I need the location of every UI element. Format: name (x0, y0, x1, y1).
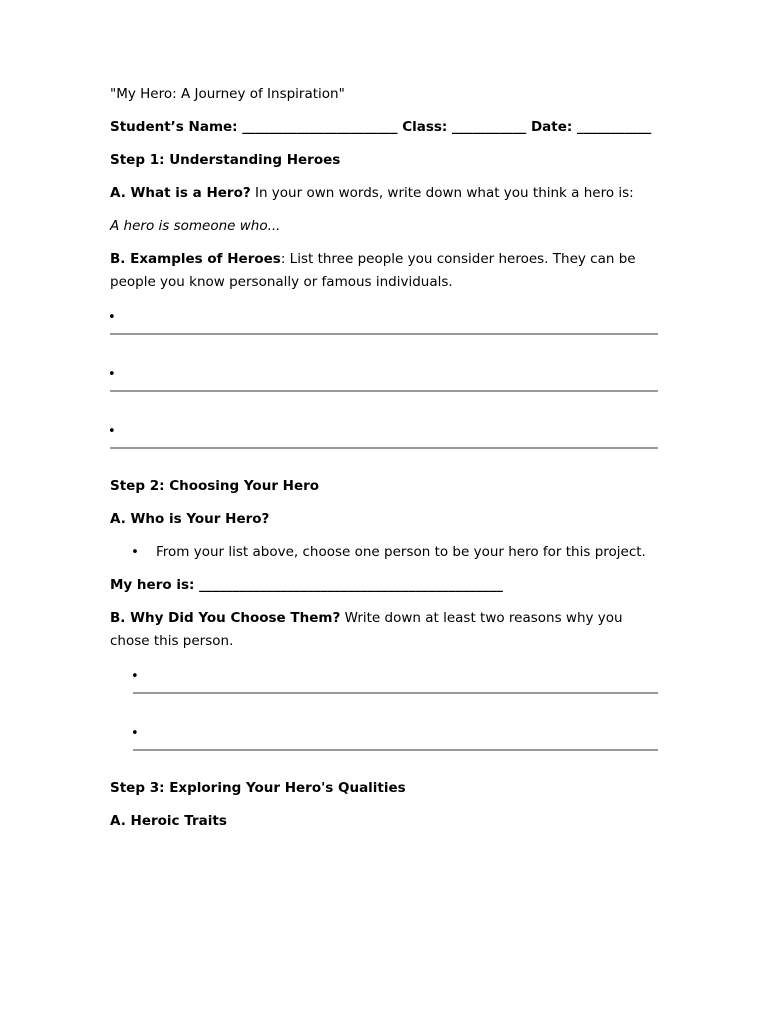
bullet-icon: • (131, 726, 139, 741)
reason-answer-line[interactable] (133, 722, 658, 751)
step1-b-text: : List three people you consider heroes. They can be people you know personally or famous individuals. (110, 251, 636, 290)
step1-heading: Step 1: Understanding Heroes (110, 152, 341, 168)
hero-examples-list (110, 306, 658, 449)
bullet-icon: • (131, 669, 139, 684)
hero-example-answer-line[interactable] (110, 306, 658, 335)
step2-a-heading: A. Who is Your Hero? (110, 511, 270, 527)
reasons-list (133, 665, 658, 751)
step2-heading: Step 2: Choosing Your Hero (110, 478, 320, 494)
step2-a-bullet-text: From your list above, choose one person to be your hero for this project. (156, 544, 646, 560)
step1-a-label: A. What is a Hero? (110, 185, 251, 201)
step2-instructions-list (110, 541, 658, 564)
bullet-icon: • (108, 424, 116, 439)
step3-a-heading: A. Heroic Traits (110, 813, 227, 829)
student-info-line: Student’s Name: _______________________ Class: ___________ Date: ___________ (110, 119, 652, 135)
worksheet-page (110, 83, 658, 843)
my-hero-line[interactable]: My hero is: _____________________________________________ (110, 577, 503, 593)
step1-b-label: B. Examples of Heroes (110, 251, 281, 267)
reason-answer-line[interactable] (133, 665, 658, 694)
step1-b-paragraph (110, 248, 658, 294)
step1-a-prompt: A hero is someone who... (110, 218, 281, 234)
bullet-icon: • (108, 367, 116, 382)
step2-b-text: Write down at least two reasons why you chose this person. (110, 610, 623, 649)
step1-a-text: In your own words, write down what you think a hero is: (250, 185, 634, 201)
list-item (110, 541, 658, 564)
hero-example-answer-line[interactable] (110, 420, 658, 449)
step1-a-paragraph (110, 182, 658, 205)
step2-b-label: B. Why Did You Choose Them? (110, 610, 341, 626)
step3-heading: Step 3: Exploring Your Hero's Qualities (110, 780, 406, 796)
hero-example-answer-line[interactable] (110, 363, 658, 392)
bullet-icon: • (108, 310, 116, 325)
step2-b-paragraph (110, 607, 658, 653)
worksheet-title: "My Hero: A Journey of Inspiration" (110, 86, 345, 102)
bullet-icon: • (131, 544, 139, 560)
